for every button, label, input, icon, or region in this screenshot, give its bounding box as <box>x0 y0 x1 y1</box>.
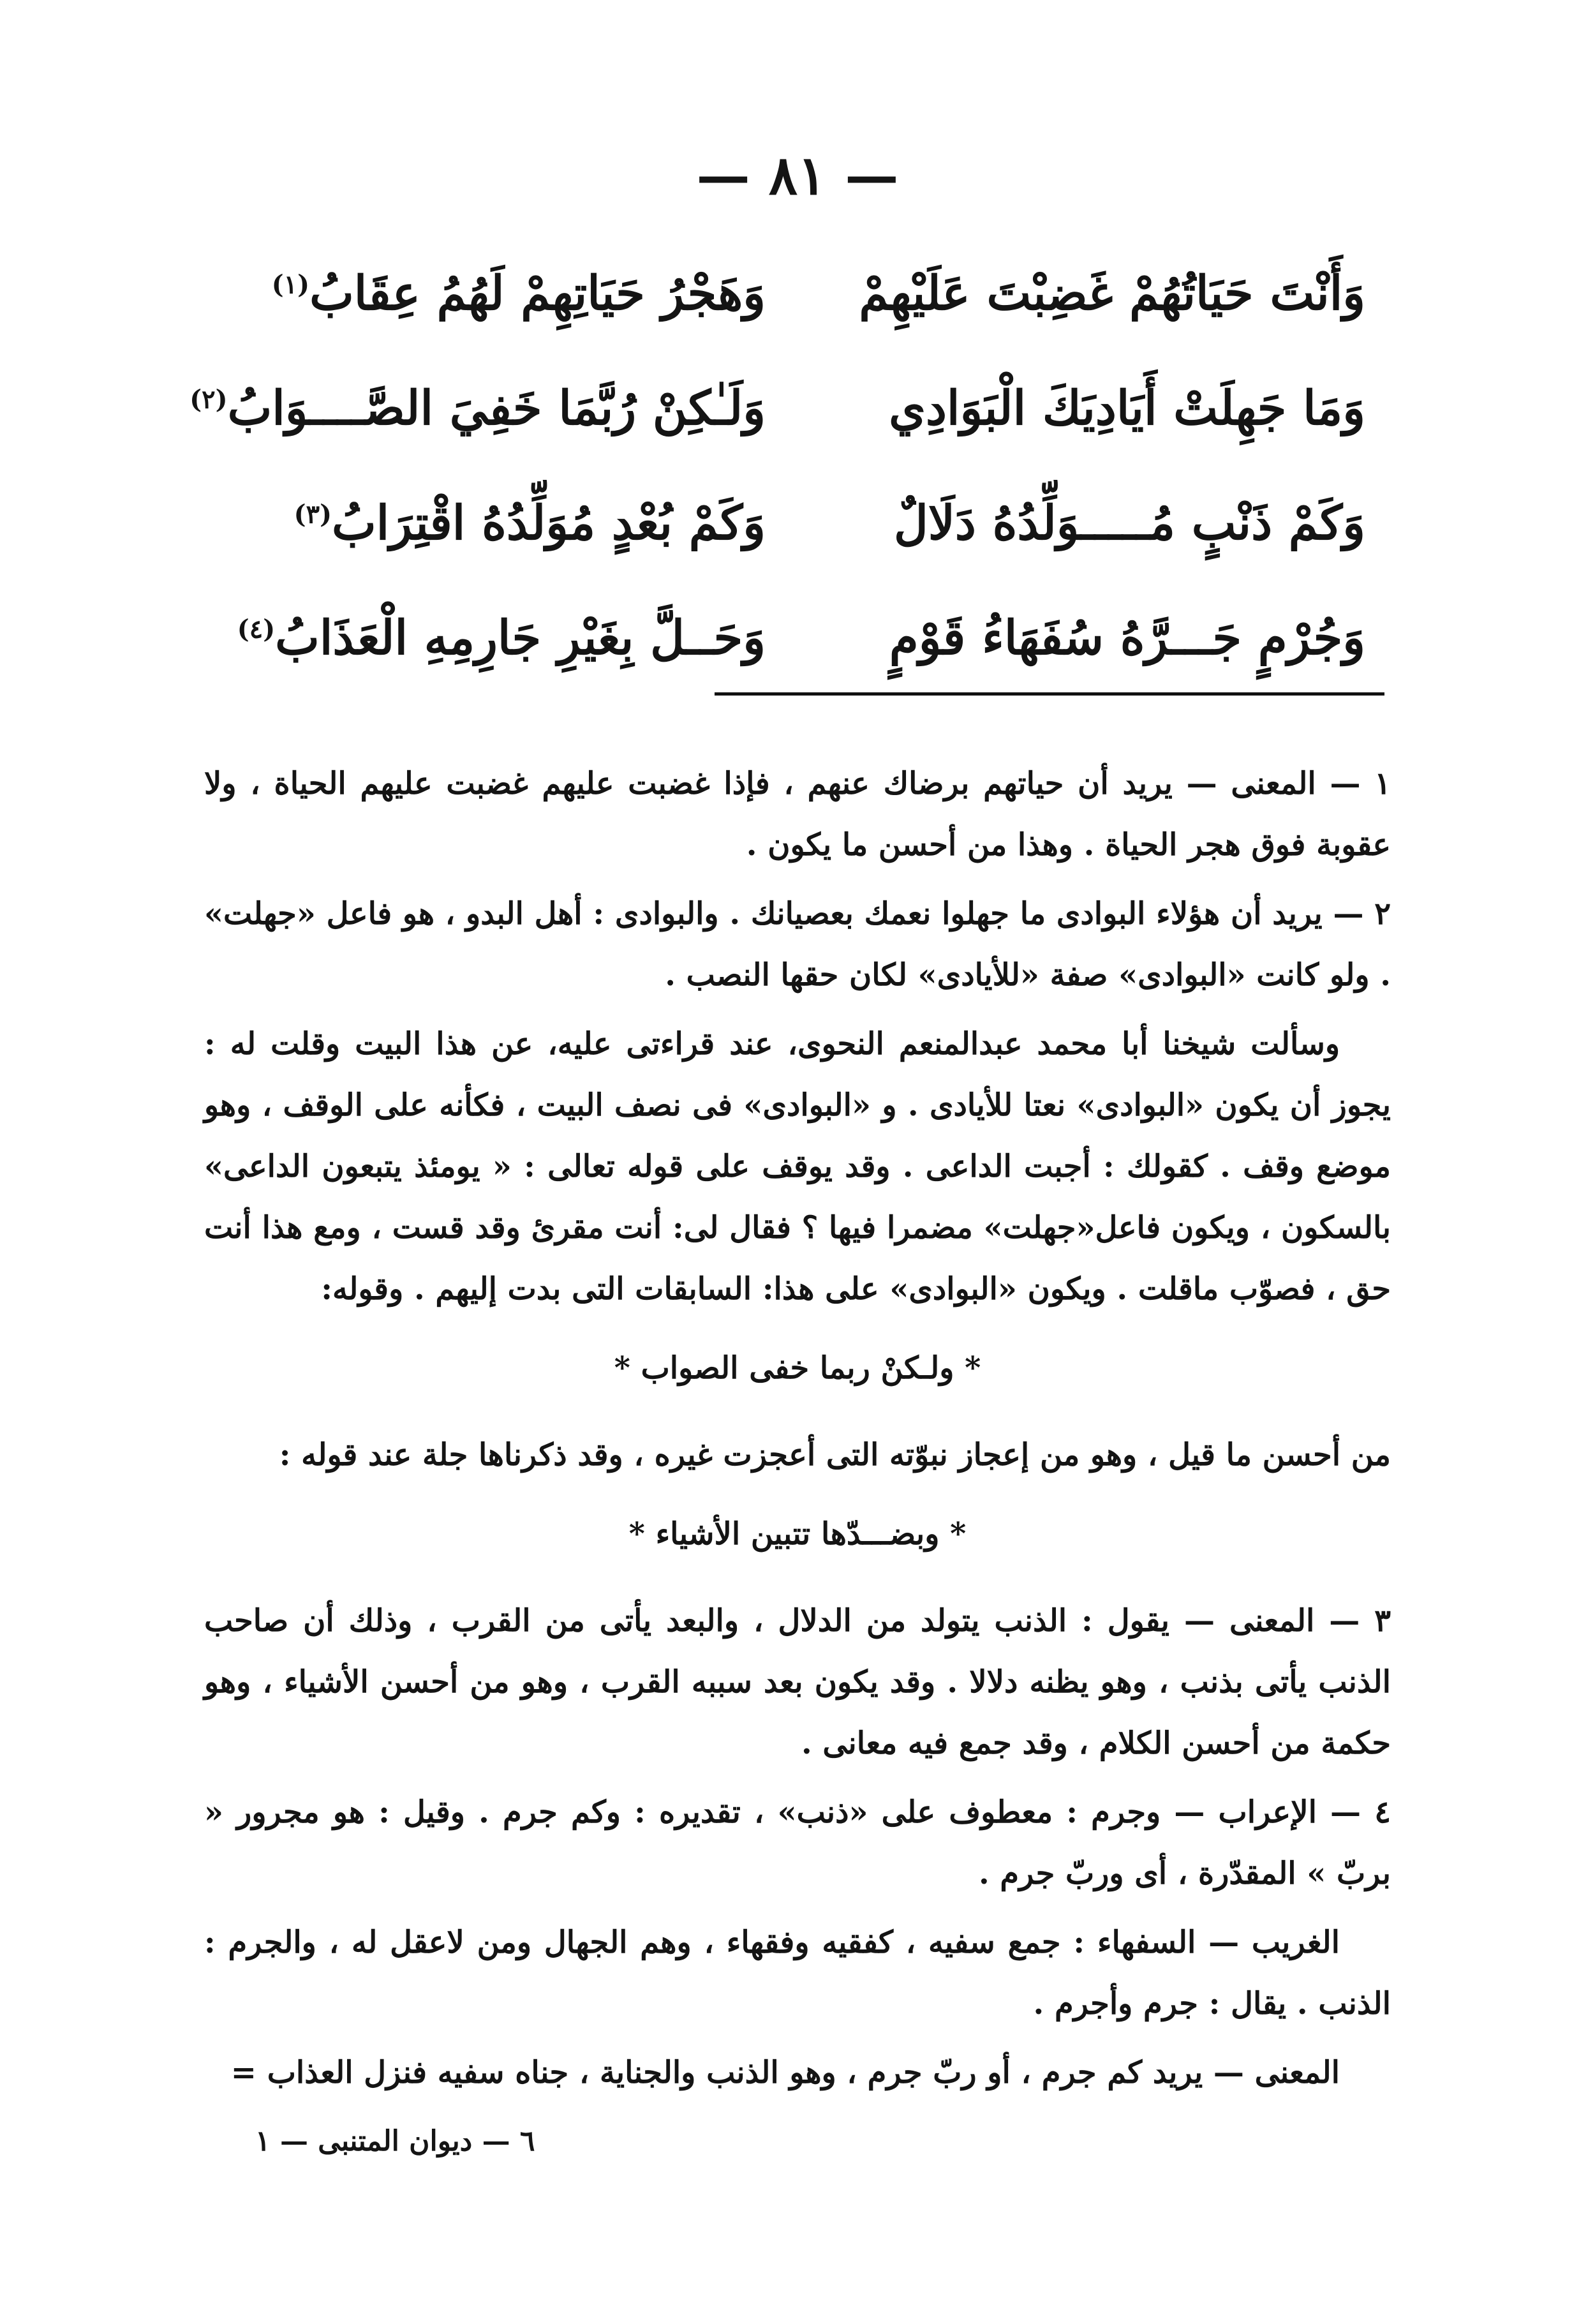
footnote-marker: (٣) <box>293 499 332 530</box>
verse-second-hemistich <box>237 611 766 666</box>
page-footer: ٦ — ديوان المتنبى — ١ <box>255 2125 535 2157</box>
note-paragraph: ٣ — المعنى — يقول : الذنب يتولد من الدلال ، والبعد يأتى من القرب ، وذلك أن صاحب الذنب يأتى بذنب ، وهو يظنه دلالا . وقد يكون بعد سببه القرب ، وهو من أحسن الأشياء ، وهو حكمة من أحسن الكلام ، وقد جمع فيه معانى . <box>204 1603 1391 1761</box>
note-paragraph: وسألت شيخنا أبا محمد عبدالمنعم النحوى، عند قراءتى عليه، عن هذا البيت وقلت له : يجوز أن يكون «البوادى» نعتا للأيادى . و «البوادى» فى نصف البيت ، فكأنه على الوقف ، وهو موضع وقف . كقولك : أجبت الداعى . وقد يوقف على قوله تعالى : « يومئذ يتبعون الداعى» بالسكون ، ويكون فاعل«جهلت» مضمرا فيها ؟ فقال لى: أنت مقرئ وقد قست ، ومع هذا أنت حق ، فصوّب ماقلت . ويكون «البوادى» على هذا: السابقات التى بدت إليهم . وقوله: <box>204 1026 1391 1307</box>
page-number: — ٨١ — <box>696 144 899 207</box>
verse-second-hemistich <box>268 496 766 551</box>
verse-line <box>189 351 1365 466</box>
note-paragraph: المعنى — يريد كم جرم ، أو ربّ جرم ، وهو الذنب والجناية ، جناه سفيه فنزل العذاب = <box>230 2055 1340 2090</box>
verse-second-hemistich-text: وَلَـٰكِنْ رُبَّمَا خَفِيَ الصَّــــوَابُ <box>227 381 766 436</box>
verse-second-hemistich <box>268 266 766 321</box>
verse-second-hemistich-text: وَهَجْرُ حَيَاتِهِمْ لَهُمُ عِقَابُ <box>309 266 766 321</box>
note-paragraph: ١ — المعنى — يريد أن حياتهم برضاك عنهم ، فإذا غضبت عليهم غضبت عليهم الحياة ، ولا عقوبة فوق هجر الحياة . وهذا من أحسن ما يكون . <box>204 766 1391 863</box>
note-paragraph: من أحسن ما قيل ، وهو من إعجاز نبوّته التى أعجزت غيره ، وقد ذكرناها جلة عند قوله : <box>279 1437 1391 1473</box>
note-paragraph: ٢ — يريد أن هؤلاء البوادى ما جهلوا نعمك بعصيانك . والبوادى : أهل البدو ، هو فاعل «جهلت» . ولو كانت «البوادى» صفة «للأيادى» لكان حقها النصب . <box>204 896 1391 993</box>
note-paragraph: الغريب — السفهاء : جمع سفيه ، كفقيه وفقهاء ، وهم الجهال ومن لاعقل له ، والجرم : الذنب . يقال : جرم وأجرم . <box>204 1925 1391 2022</box>
verse-second-hemistich <box>189 381 766 436</box>
verse-first-hemistich: وَجُرْمٍ جَـــرَّهُ سُفَهَاءُ قَوْمٍ <box>889 611 1365 666</box>
verse-line <box>230 581 1365 696</box>
verse-line <box>230 466 1365 581</box>
footnote-divider <box>715 692 1384 696</box>
quoted-hemistich: * وبضـــدّها تتبين الأشياء * <box>628 1516 967 1552</box>
footnote-marker: (١) <box>271 269 310 300</box>
verse-second-hemistich-text: وَكَمْ بُعْدٍ مُوَلِّدُهُ اقْتِرَابُ <box>332 496 766 551</box>
quoted-hemistich: * ولـكنْ ربما خفى الصواب * <box>614 1350 981 1386</box>
verse-first-hemistich: وَمَا جَهِلَتْ أَيَادِيَكَ الْبَوَادِي <box>889 381 1365 436</box>
verse-line <box>230 236 1365 351</box>
verse-first-hemistich: وَكَمْ ذَنْبٍ مُـــــوَلِّدُهُ دَلَالٌ <box>893 496 1365 551</box>
note-paragraph: ٤ — الإعراب — وجرم : معطوف على «ذنب» ، تقديره : وكم جرم . وقيل : هو مجرور « بربّ » المقدّرة ، أى وربّ جرم . <box>204 1794 1391 1891</box>
poem-verses <box>189 236 1365 696</box>
commentary-notes <box>204 753 1391 2111</box>
footnote-marker: (٢) <box>189 384 228 415</box>
verse-second-hemistich-text: وَحَــلَّ بِغَيْرِ جَارِمِهِ الْعَذَابُ <box>275 611 766 666</box>
verse-first-hemistich: وَأَنْتَ حَيَاتُهُمْ غَضِبْتَ عَلَيْهِمْ <box>859 266 1365 321</box>
footnote-marker: (٤) <box>237 614 276 644</box>
